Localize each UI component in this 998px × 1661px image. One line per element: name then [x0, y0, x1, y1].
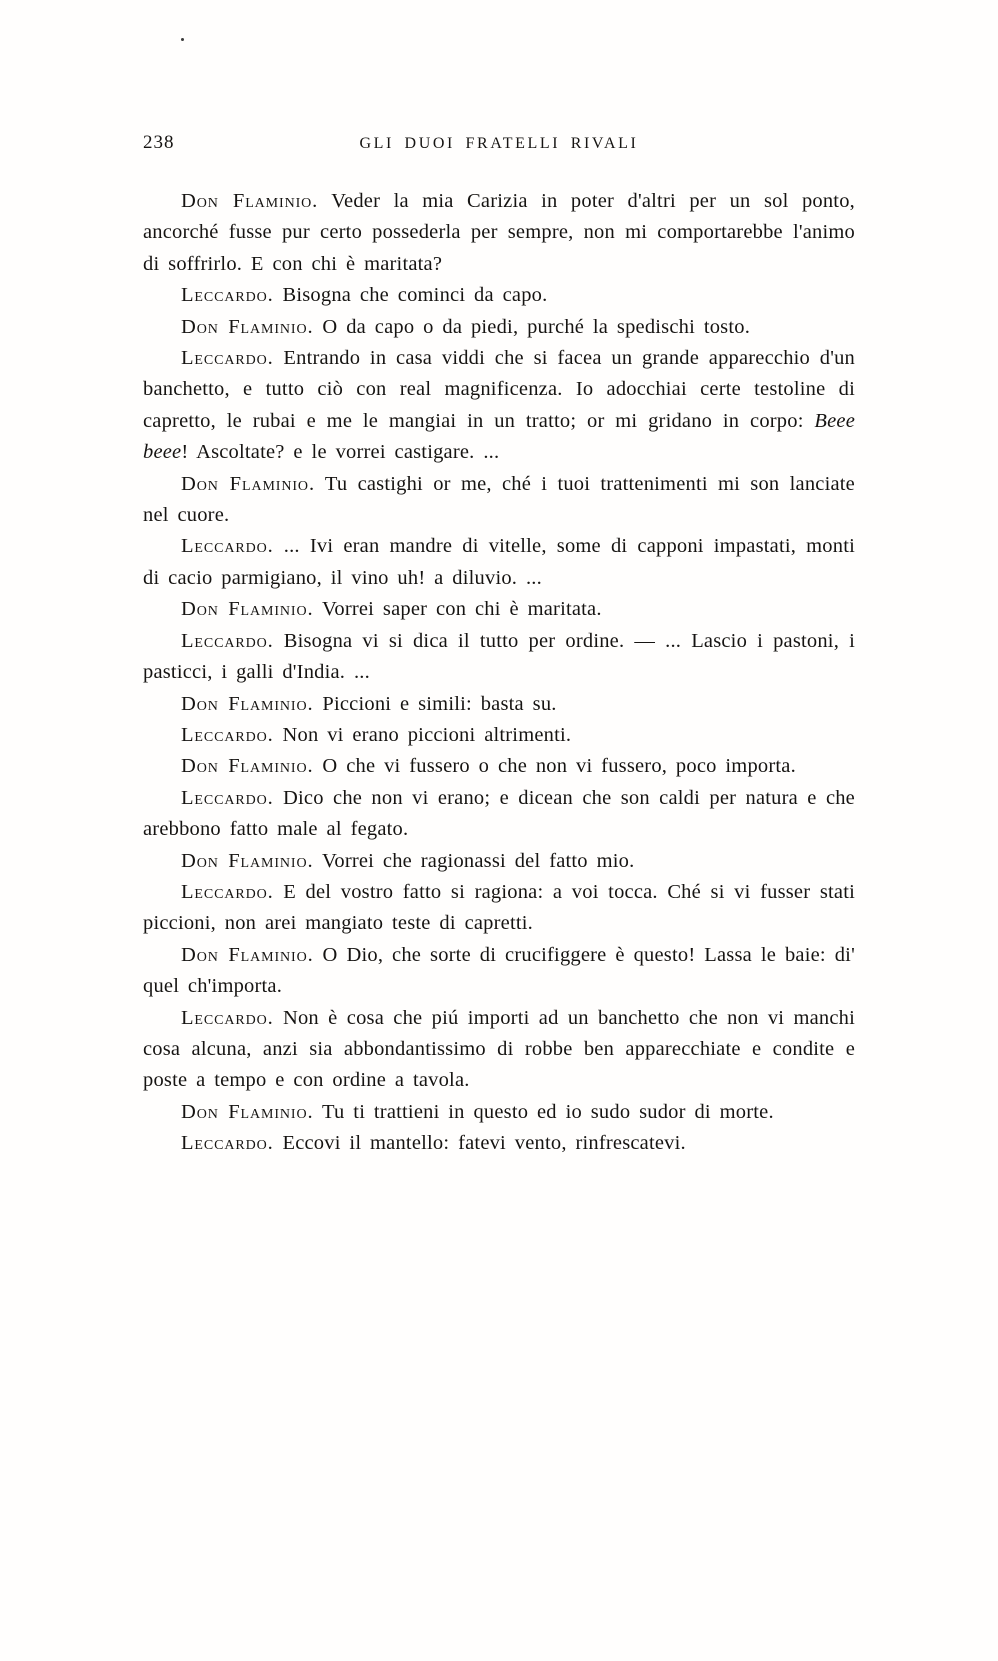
speaker-name: Leccardo. [181, 786, 274, 809]
dialogue-segment: Tu ti trattieni in questo ed io sudo sudor di morte. [322, 1100, 774, 1123]
dialogue-paragraph [143, 469, 855, 532]
speaker-name: Don Flaminio. [181, 472, 315, 495]
dialogue-paragraph [143, 280, 855, 311]
speaker-name: Don Flaminio. [181, 190, 319, 212]
dialogue-segment: Non è cosa che piú importi ad un banchetto che non vi manchi cosa alcuna, anzi sia abbondantissimo di robbe ben apparecchiate e condite e poste a tempo e con ordine a tavola. [143, 1006, 856, 1092]
speaker-name: Leccardo. [181, 1006, 274, 1029]
dialogue-segment: Non vi erano piccioni altrimenti. [282, 723, 572, 746]
page-header [143, 132, 855, 158]
dialogue-segment: Piccioni e simili: basta su. [322, 692, 557, 715]
running-title: GLI DUOI FRATELLI RIVALI [359, 135, 639, 152]
italic-phrase: Beee beee [143, 409, 855, 464]
dialogue-paragraph [143, 186, 855, 280]
dialogue-segment: ! Ascoltate? e le vorrei castigare. ... [181, 441, 500, 464]
dialogue-paragraph [143, 720, 855, 751]
dialogue-paragraph [143, 626, 855, 689]
dialogue-segment: ... Ivi eran mandre di vitelle, some di capponi impastati, monti di cacio parmigiano, il vino uh! a diluvio. ... [143, 535, 856, 589]
dialogue-paragraph [143, 1097, 855, 1128]
speaker-name: Leccardo. [181, 347, 274, 370]
dialogue-paragraph [143, 783, 855, 846]
dialogue-paragraph [143, 594, 855, 625]
dialogue-segment: Entrando in casa viddi che si facea un grande apparecchio d'un banchetto, e tutto ciò con real magnificenza. Io adocchiai certe testoline di capretto, le rubai e me le mangiai in un tratto; or mi gridano in corpo: [143, 347, 856, 432]
speaker-name: Don Flaminio. [181, 598, 314, 621]
dialogue-segment: O da capo o da piedi, purché la spedischi tosto. [322, 315, 751, 338]
speaker-name: Don Flaminio. [181, 943, 314, 966]
speaker-name: Don Flaminio. [181, 1100, 314, 1123]
speaker-name: Don Flaminio. [181, 755, 314, 778]
dialogue-paragraph [143, 1003, 855, 1097]
dialogue-segment: Veder la mia Carizia in poter d'altri per un sol ponto, ancorché fusse pur certo possederla per sempre, non mi comportarebbe l'animo di soffrirlo. E con chi è maritata? [143, 190, 855, 275]
speaker-name: Leccardo. [181, 880, 274, 903]
speaker-name: Leccardo. [181, 629, 274, 652]
dialogue-segment: O che vi fussero o che non vi fussero, poco importa. [322, 755, 796, 778]
speaker-name: Don Flaminio. [181, 315, 314, 338]
dialogue-segment: O Dio, che sorte di crucifiggere è questo! Lassa le baie: di' quel ch'importa. [143, 943, 855, 998]
speaker-name: Don Flaminio. [181, 692, 314, 715]
page-number: 238 [143, 132, 175, 153]
dialogue-segment: Vorrei saper con chi è maritata. [322, 598, 602, 621]
dialogue-paragraph [143, 689, 855, 720]
speaker-name: Leccardo. [181, 1132, 274, 1155]
dialogue-segment: Bisogna vi si dica il tutto per ordine. — ... Lascio i pastoni, i pasticci, i galli d'India. ... [143, 629, 855, 684]
dialogue-segment: Bisogna che cominci da capo. [282, 284, 548, 307]
speaker-name: Leccardo. [181, 723, 274, 746]
dialogue-segment: Eccovi il mantello: fatevi vento, rinfrescatevi. [282, 1132, 686, 1155]
dialogue-paragraph [143, 940, 855, 1003]
speaker-name: Leccardo. [181, 284, 274, 307]
dialogue-paragraph [143, 877, 855, 940]
dialogue-segment: E del vostro fatto si ragiona: a voi tocca. Ché si vi fusser stati piccioni, non arei mangiato teste di capretti. [143, 880, 855, 935]
dialogue-segment: Tu castighi or me, ché i tuoi trattenimenti mi son lanciate nel cuore. [143, 472, 855, 527]
dialogue-segment: Vorrei che ragionassi del fatto mio. [322, 849, 635, 872]
dialogue-paragraph [143, 312, 855, 343]
speaker-name: Leccardo. [181, 535, 274, 558]
dialogue-text-block [143, 186, 855, 1160]
dialogue-paragraph [143, 343, 855, 469]
dialogue-paragraph [143, 846, 855, 877]
scan-speck [181, 38, 184, 41]
dialogue-paragraph [143, 751, 855, 782]
dialogue-paragraph [143, 531, 855, 594]
dialogue-paragraph [143, 1128, 855, 1159]
speaker-name: Don Flaminio. [181, 849, 314, 872]
dialogue-segment: Dico che non vi erano; e dicean che son caldi per natura e che arebbono fatto male al fegato. [143, 786, 855, 841]
